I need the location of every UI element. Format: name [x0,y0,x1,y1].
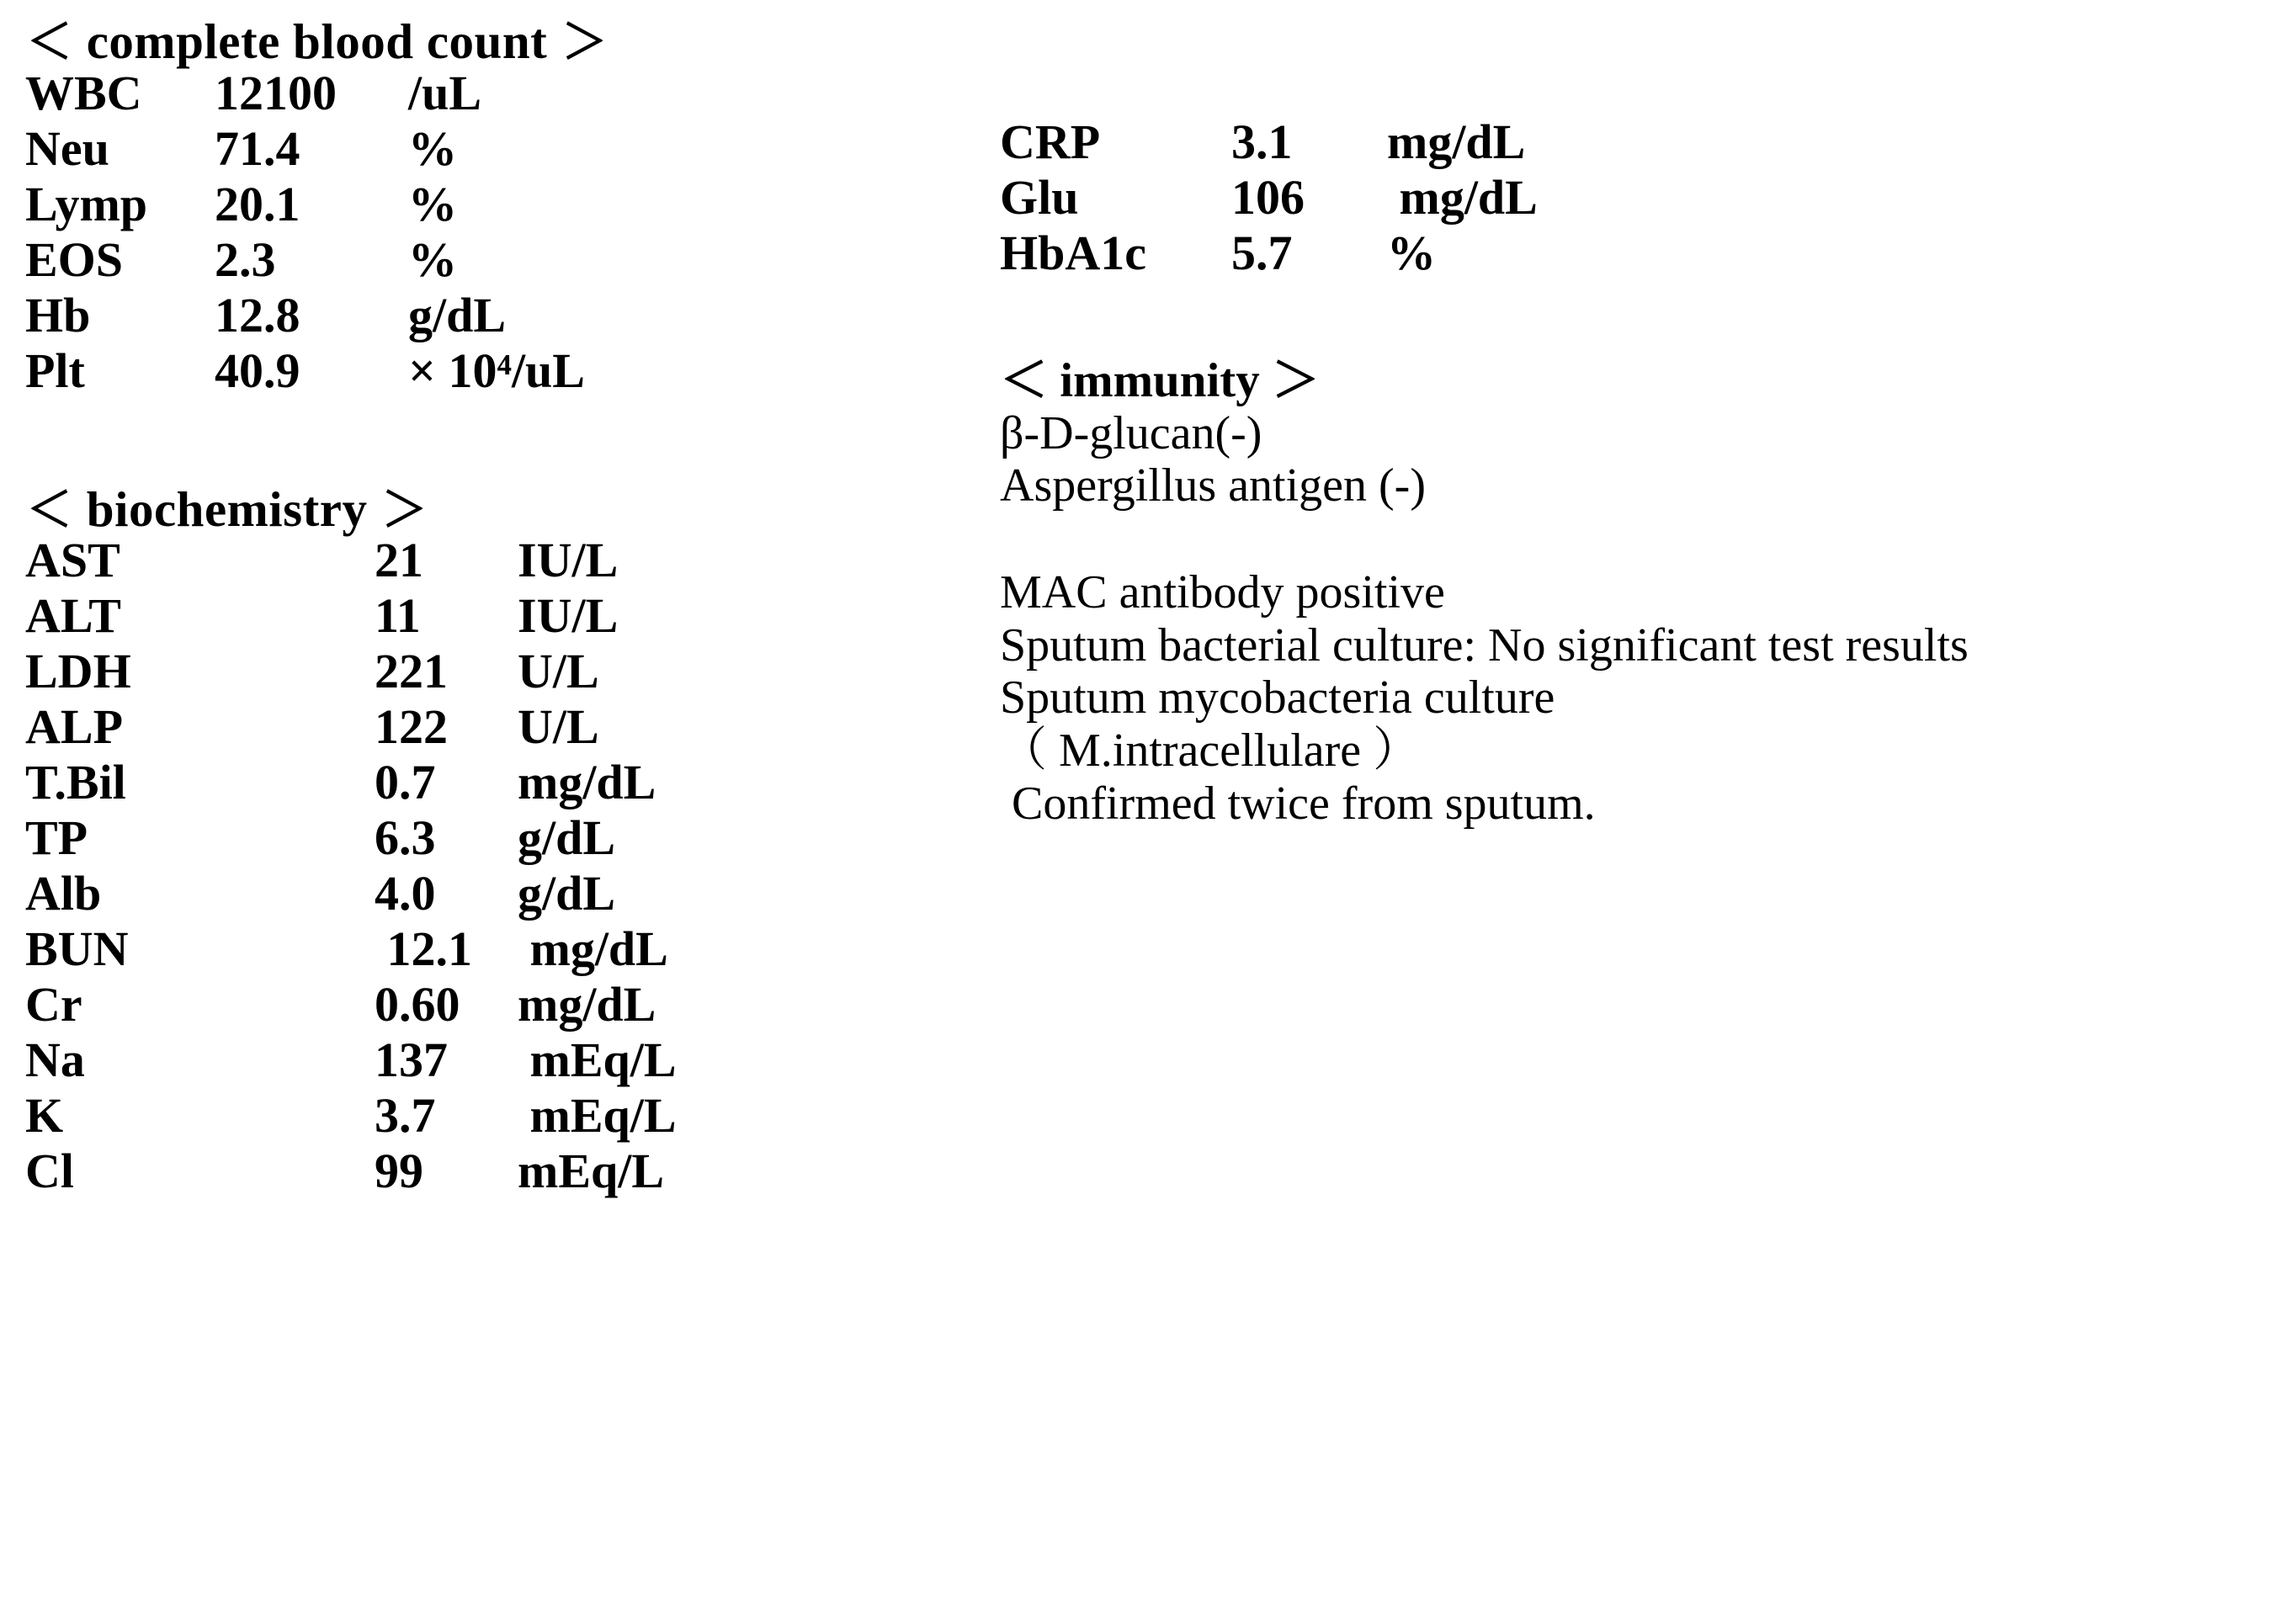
rc-value-hba1c: 5.7 [1231,226,1293,280]
bio-value-ldh: 221 [375,644,448,699]
bio-unit-alb: g/dL [518,866,616,921]
biochemistry-table [25,533,677,1202]
cbc-label-wbc: WBC [25,65,142,120]
table-row [25,758,677,814]
table-row [25,925,677,980]
bio-label-tp: TP [25,810,88,866]
bio-value-cr: 0.60 [375,977,460,1032]
angle-open-icon: ＜ [26,483,73,537]
cbc-label-hb: Hb [25,287,91,342]
table-row [1000,173,1538,229]
bio-value-alb: 4.0 [375,866,436,921]
note-confirmed-twice: Confirmed twice from sputum. [1000,777,1596,830]
table-row [25,180,585,236]
immunity-line-bdglucan: β-D-glucan(-) [1000,406,1262,459]
bio-label-tbil: T.Bil [25,755,126,810]
cbc-value-plt: 40.9 [215,342,300,398]
rc-label-crp: CRP [1000,114,1101,169]
rc-value-crp: 3.1 [1231,114,1293,169]
bio-unit-cr: mg/dL [518,977,656,1032]
note-sputum-bacterial-culture: Sputum bacterial culture: No significant test results [1000,618,1969,671]
bio-label-alb: Alb [25,866,102,921]
bio-value-cl: 99 [375,1144,423,1199]
immunity-lines [1000,407,2271,512]
cbc-table [25,65,585,402]
bio-label-alp: ALP [25,699,123,755]
rc-value-glu: 106 [1231,170,1305,225]
table-row [25,69,585,125]
inflammation-metabolic-table [1000,114,1538,284]
angle-open-icon: ＜ [26,16,73,69]
table-row [25,869,677,925]
bio-unit-tbil: mg/dL [518,755,656,810]
section-gap [1000,512,2271,566]
note-sputum-mycobacteria-culture: Sputum mycobacteria culture [1000,671,1555,725]
cbc-label-plt: Plt [25,342,85,398]
bio-unit-bun: mg/dL [518,921,668,977]
table-row [25,236,585,291]
bio-value-tbil: 0.7 [375,755,436,810]
bio-value-ast: 21 [375,533,423,588]
table-row [25,592,677,647]
bio-label-alt: ALT [25,588,121,644]
bio-value-na: 137 [375,1032,448,1088]
bio-label-ldh: LDH [25,644,131,699]
bio-value-tp: 6.3 [375,810,436,866]
cbc-value-hb: 12.8 [215,287,300,342]
bio-label-na: Na [25,1032,85,1088]
bio-label-ast: AST [25,533,120,588]
bio-unit-alp: U/L [518,699,599,755]
bio-label-cl: Cl [25,1144,74,1199]
cbc-label-lymp: Lymp [25,176,148,231]
table-row [25,703,677,758]
rc-unit-crp: mg/dL [1387,114,1526,169]
bio-label-cr: Cr [25,977,82,1032]
angle-open-icon: ＜ [1000,354,1048,407]
angle-close-icon: ＞ [1272,354,1321,407]
bio-unit-ast: IU/L [518,533,619,588]
bio-unit-k: mEq/L [518,1088,677,1144]
table-row [25,1091,677,1147]
table-row [25,647,677,703]
cbc-label-neu: Neu [25,120,109,176]
cbc-value-wbc: 12100 [215,65,337,120]
culture-notes-block [1000,566,2271,831]
rc-label-hba1c: HbA1c [1000,226,1146,280]
cbc-label-eos: EOS [25,231,124,287]
bio-unit-tp: g/dL [518,810,616,866]
cbc-unit-lymp: % [408,176,457,231]
table-row [25,347,585,402]
section-gap [1000,284,2271,355]
table-row [25,814,677,869]
bio-unit-alt: IU/L [518,588,619,644]
section-heading-immunity-label: immunity [1048,354,1273,407]
bio-value-alp: 122 [375,699,448,755]
cbc-value-lymp: 20.1 [215,176,300,231]
bio-value-bun: 12.1 [375,921,472,977]
rc-unit-glu: mg/dL [1387,170,1538,225]
section-heading-cbc-label: complete blood count [73,13,561,69]
angle-close-icon: ＞ [381,483,428,537]
cbc-value-eos: 2.3 [215,231,276,287]
cbc-unit-eos: % [408,231,457,287]
cbc-unit-plt: × 10⁴/uL [408,342,585,398]
bio-label-bun: BUN [25,921,129,977]
section-heading-cbc [25,15,934,69]
note-mac-antibody: MAC antibody positive [1000,565,1445,618]
table-row [25,125,585,180]
cbc-unit-hb: g/dL [408,287,507,342]
cbc-unit-neu: % [408,120,457,176]
bio-unit-na: mEq/L [518,1032,677,1088]
note-species-m-intracellulare: （ M.intracellulare ） [1000,725,1421,778]
bio-value-k: 3.7 [375,1088,436,1144]
table-row [1000,229,1538,284]
table-row [25,980,677,1036]
table-row [25,1036,677,1091]
left-column [25,15,934,1202]
table-row [1000,118,1538,173]
rc-label-glu: Glu [1000,170,1079,225]
rc-unit-hba1c: % [1387,226,1436,280]
section-gap [25,402,934,483]
section-heading-biochemistry-label: biochemistry [73,480,380,537]
cbc-value-neu: 71.4 [215,120,300,176]
table-row [25,536,677,592]
table-row [25,291,585,347]
bio-value-alt: 11 [375,588,421,644]
section-heading-immunity [1000,355,2271,407]
angle-close-icon: ＞ [561,16,608,69]
immunity-line-aspergillus: Aspergillus antigen (-) [1000,459,1426,512]
cbc-unit-wbc: /uL [408,65,482,120]
bio-label-k: K [25,1088,64,1144]
bio-unit-ldh: U/L [518,644,599,699]
section-heading-biochemistry [25,480,934,537]
right-column [1000,114,2271,831]
bio-unit-cl: mEq/L [518,1144,665,1199]
table-row [25,1147,677,1202]
